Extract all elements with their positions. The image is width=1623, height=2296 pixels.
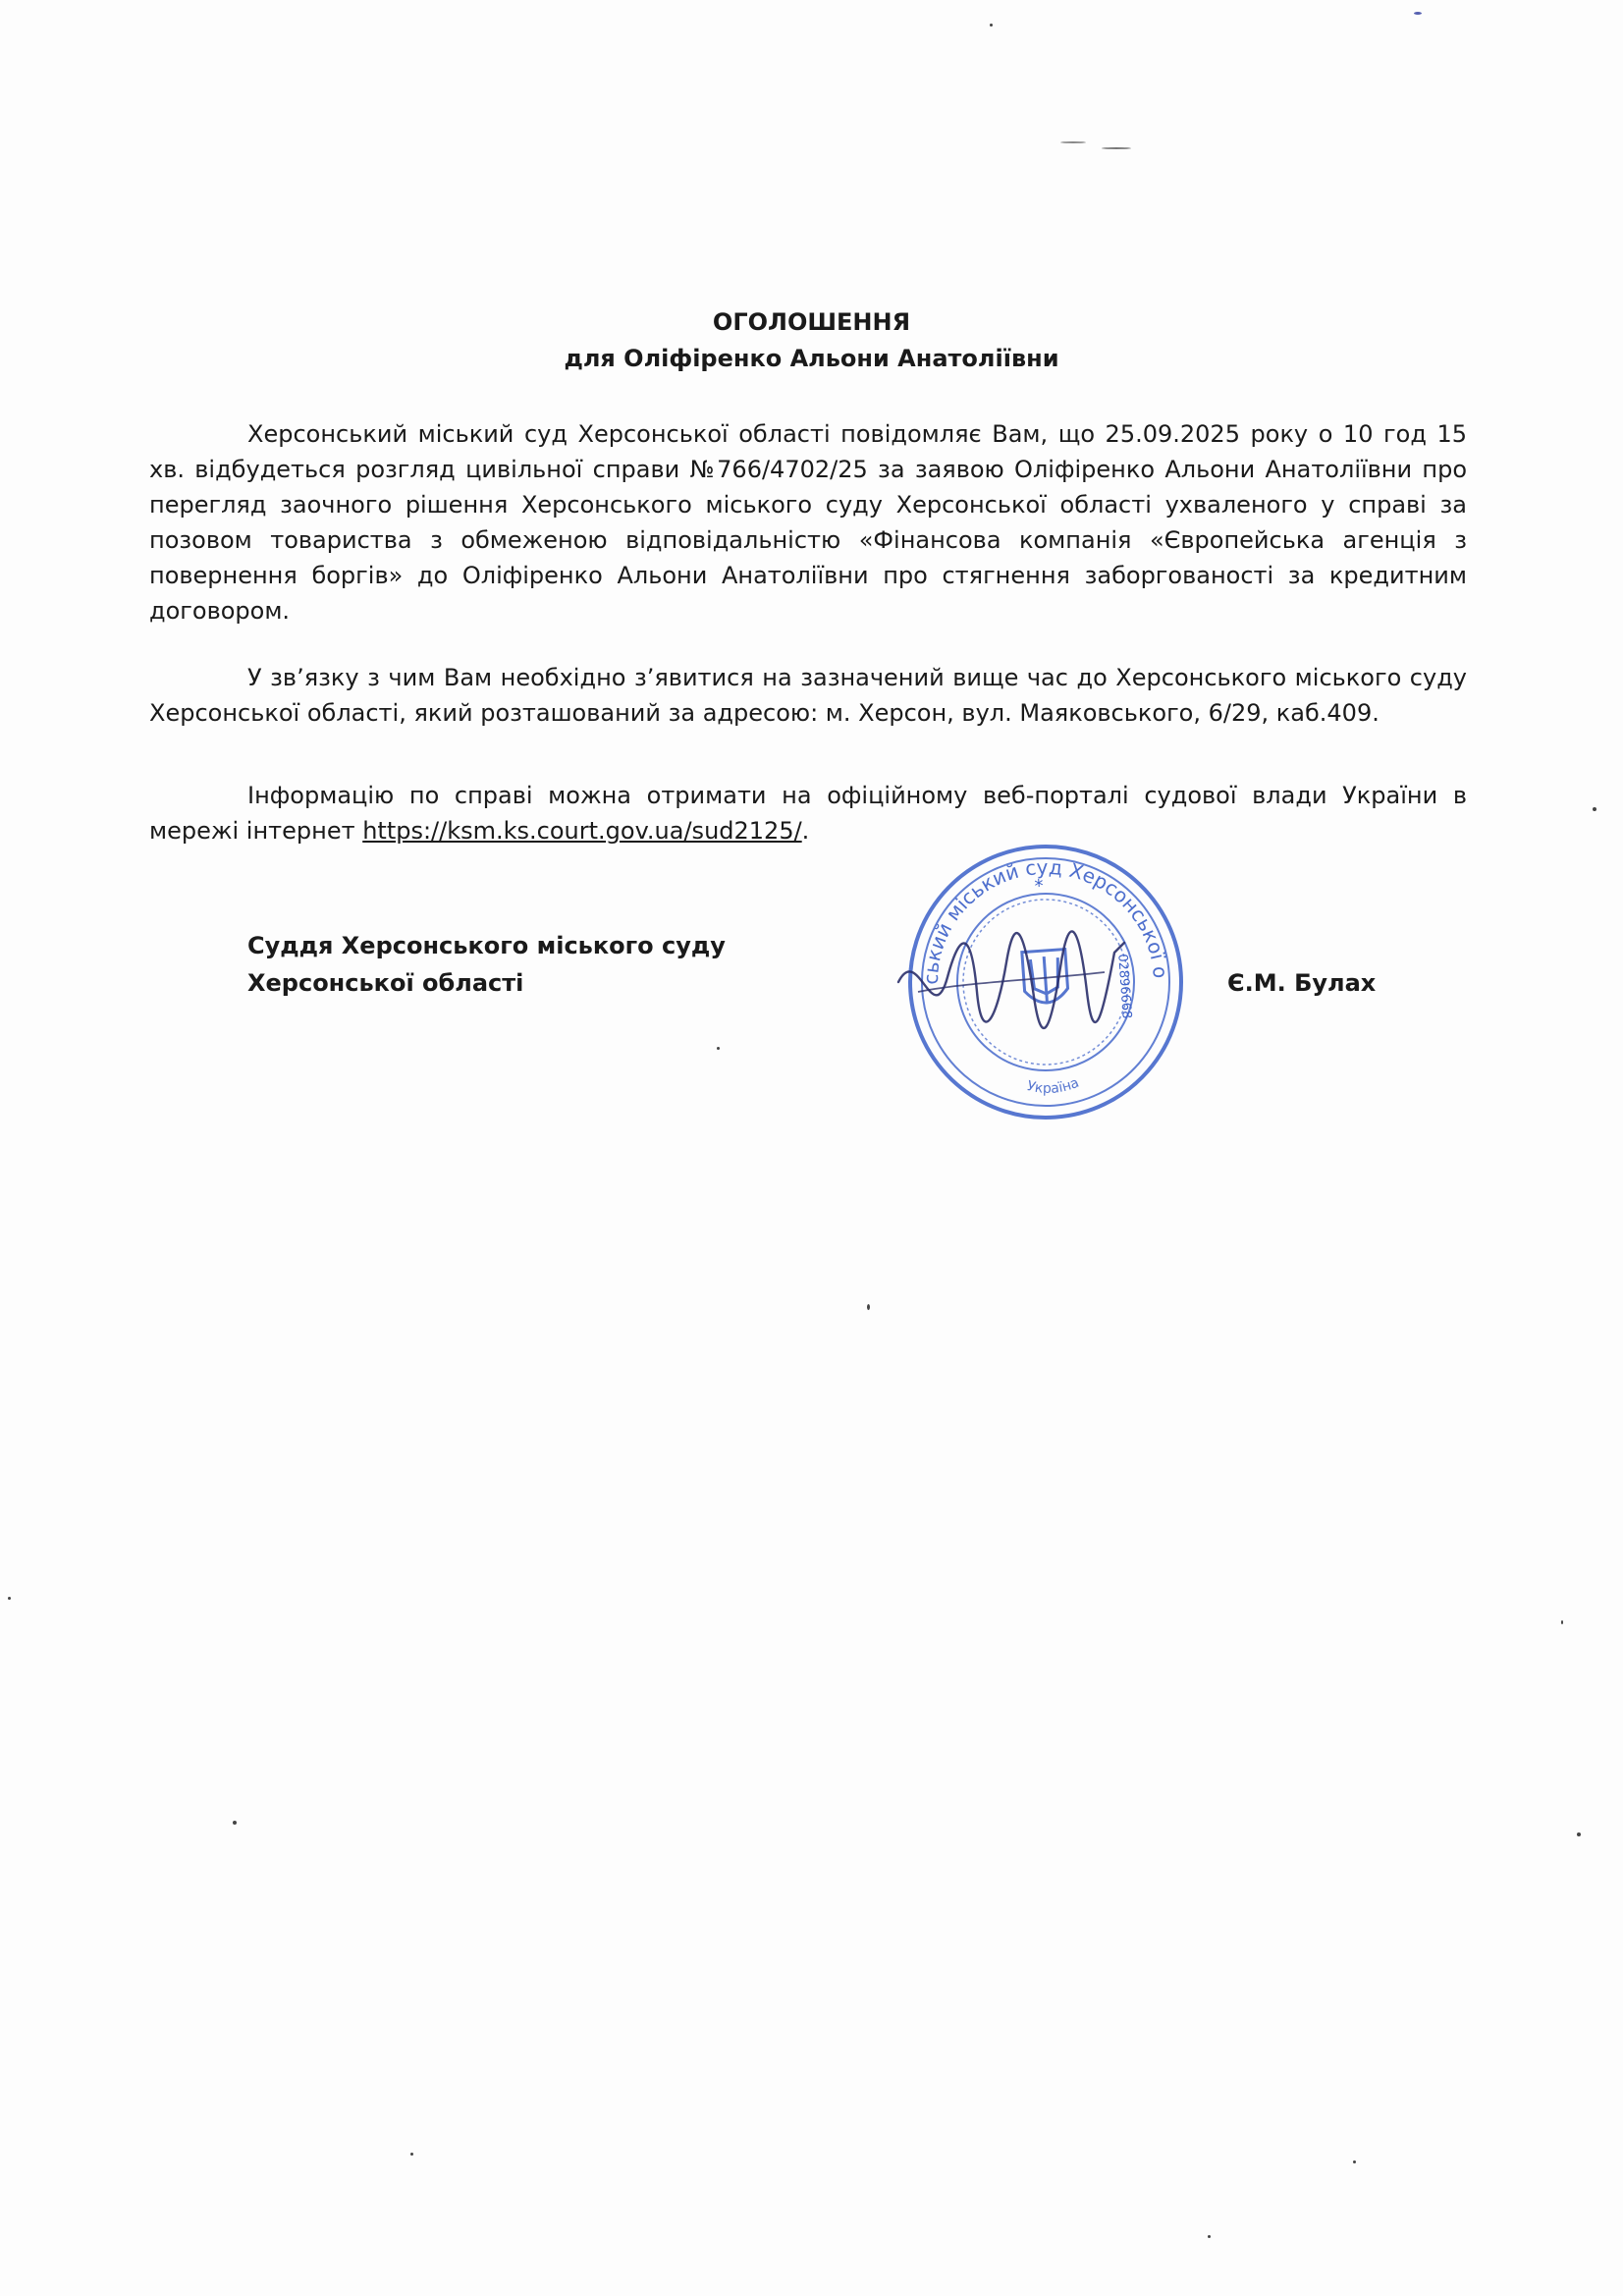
paragraph-info-text — [149, 778, 1467, 848]
paragraph-hearing — [149, 416, 1467, 629]
info-text: Інформацію по справі можна отримати на офіційному веб-порталі судової влади України в мережі інтернет — [149, 782, 1467, 845]
paragraph-hearing-text: Херсонський міський суд Херсонської області повідомляє Вам, що 25.09.2025 року о 10 год 15 хв. відбудеться розгляд цивільної справи №766/4702/25 за заявою Оліфіренко Альони Анатоліївни про перегляд заочного рішення Херсонського міського суду Херсонської області ухваленого у справі за позовом товариства з обмеженою відповідальністю «Фінансова компанія «Європейська агенція з повернення боргів» до Оліфіренко Альони Анатоліївни про стягнення заборгованості за кредитним договором. — [149, 420, 1467, 625]
court-seal-stamp — [879, 835, 1213, 1129]
scan-speck — [1353, 2160, 1356, 2163]
scan-speck — [1102, 147, 1131, 149]
scan-speck — [8, 1597, 11, 1600]
notice-header — [0, 304, 1623, 377]
seal-bottom-text: Україна — [1025, 1074, 1082, 1097]
scan-speck — [1561, 1620, 1563, 1624]
scan-speck — [1593, 807, 1596, 811]
paragraph-appearance-text: У зв’язку з чим Вам необхідно з’явитися на зазначений вище час до Херсонського міського суду Херсонської області, який розташований за адресою: м. Херсон, вул. Маяковського, 6/29, каб.409. — [149, 664, 1467, 727]
paragraph-appearance — [149, 660, 1467, 731]
judge-position — [247, 927, 726, 1002]
judge-name: Є.М. Булах — [1227, 969, 1377, 997]
paragraph-info — [149, 778, 1467, 848]
judge-position-line1: Суддя Херсонського міського суду — [247, 932, 726, 959]
notice-addressee: для Оліфіренко Альони Анатоліївни — [564, 345, 1059, 372]
scan-speck — [1577, 1832, 1581, 1836]
scan-speck — [990, 24, 993, 27]
scan-speck — [867, 1304, 870, 1310]
scan-speck — [1060, 141, 1086, 143]
notice-title: ОГОЛОШЕННЯ — [712, 308, 911, 336]
scan-speck — [1208, 2235, 1211, 2238]
scan-speck — [1414, 12, 1422, 15]
scan-speck — [717, 1047, 720, 1050]
info-end: . — [801, 817, 810, 845]
judge-position-line2: Херсонської області — [247, 969, 524, 997]
seal-code: 02896668 — [1114, 953, 1134, 1019]
scan-speck — [410, 2153, 413, 2156]
seal-star-icon: * — [1033, 875, 1045, 898]
scan-speck — [233, 1821, 237, 1825]
seal-outer-text: Херсонський міський суд Херсонської області — [918, 854, 1173, 985]
court-portal-link[interactable]: https://ksm.ks.court.gov.ua/sud2125/ — [362, 817, 802, 845]
